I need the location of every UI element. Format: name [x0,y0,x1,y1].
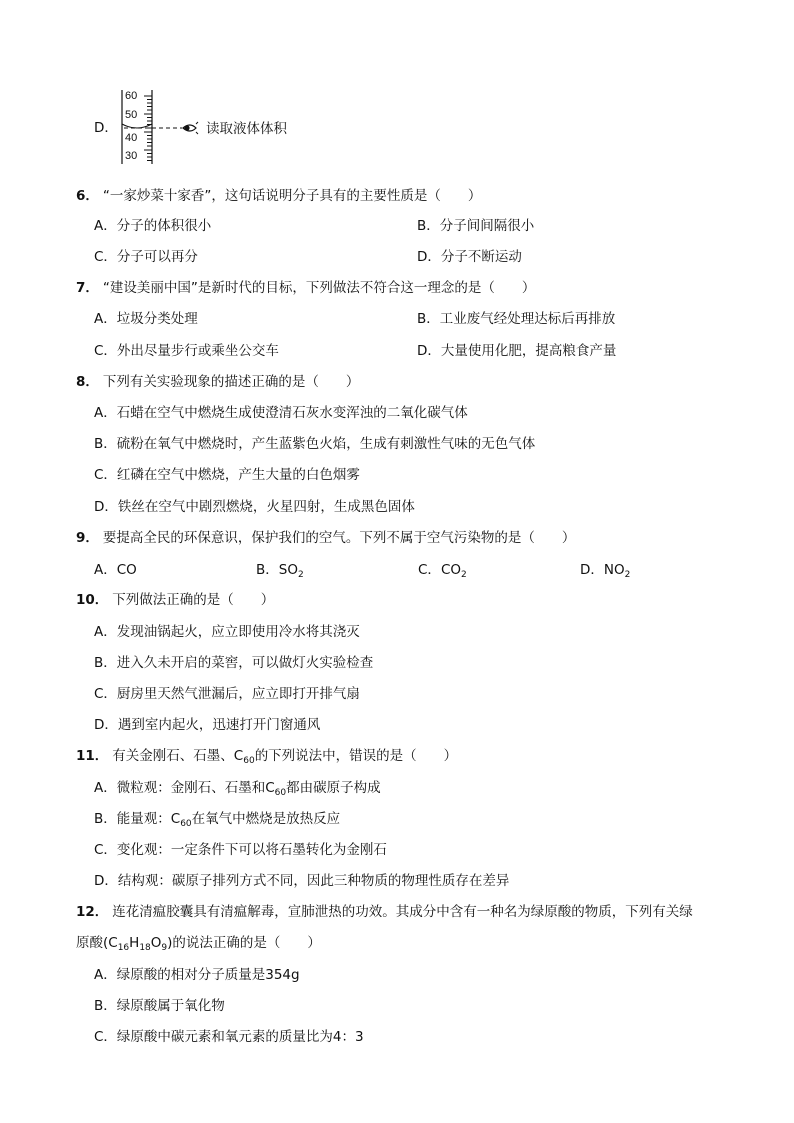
graduated-cylinder-diagram [94,88,334,168]
tick-label: 30 [125,150,138,162]
question-number: 6． [76,188,99,204]
diagram-caption: 读取液体体积 [206,121,287,137]
option-label: D． [94,120,118,136]
option-d: D．遇到室内起火，迅速打开门窗通风 [94,717,321,733]
question-text: “建设美丽中国”是新时代的目标，下列做法不符合这一理念的是（ ） [102,280,536,296]
option-c: C．分子可以再分 [94,249,198,265]
question-number: 7． [76,280,99,296]
question-10-stem [76,590,274,610]
option-b: B．分子间间隔很小 [417,218,535,234]
question-number: 12． [76,904,109,920]
question-12-stem-line2: 原酸$(C_{16}H_{18}O_9)$的说法正确的是（ ） [76,935,321,953]
question-7-stem [76,278,535,298]
question-text: 连花清瘟胶囊具有清瘟解毒，宣肺泄热的功效。其成分中含有一种名为绿原酸的物质，下列有关绿 [112,904,693,920]
option-d: D．铁丝在空气中剧烈燃烧，火星四射，生成黑色固体 [94,499,415,515]
option-b: B．硫粉在氧气中燃烧时，产生蓝紫色火焰，生成有刺激性气味的无色气体 [94,436,536,452]
option-c: C．红磷在空气中燃烧，产生大量的白色烟雾 [94,467,360,483]
question-9-stem [76,528,575,548]
option-a: A．垃圾分类处理 [94,311,198,327]
option-d: D．结构观：碳原子排列方式不同，因此三种物质的物理性质存在差异 [94,873,510,889]
question-6-stem [76,186,481,206]
question-number: 8． [76,374,99,390]
option-a: A．CO [94,562,137,578]
tick-label: 60 [125,90,138,102]
tick-label: 40 [125,132,138,144]
question-number: 9． [76,530,99,546]
question-text: 下列做法正确的是（ ） [112,592,275,608]
option-b: B．绿原酸属于氧化物 [94,998,225,1014]
option-c: C．变化观：一定条件下可以将石墨转化为金刚石 [94,842,387,858]
option-d: D．分子不断运动 [417,249,522,265]
option-c: C．厨房里天然气泄漏后，应立即打开排气扇 [94,686,360,702]
question-12-stem [76,902,693,922]
eye-icon [183,122,198,134]
option-b: B．工业废气经处理达标后再排放 [417,311,616,327]
option-a: A．石蜡在空气中燃烧生成使澄清石灰水变浑浊的二氧化碳气体 [94,405,468,421]
option-b: B．能量观：$C_{60}$在氧气中燃烧是放热反应 [94,811,341,829]
option-a: A．微粒观：金刚石、石墨和$C_{60}$都由碳原子构成 [94,780,381,798]
option-c: C．$CO_2$ [418,562,467,580]
question-text: 下列有关实验现象的描述正确的是（ ） [102,374,360,390]
question-8-stem [76,372,359,392]
option-a: A．发现油锅起火，应立即使用冷水将其浇灭 [94,624,360,640]
option-c: C．绿原酸中碳元素和氧元素的质量比为4：3 [94,1029,364,1045]
q5-option-d [94,88,334,168]
tick-label: 50 [125,109,138,121]
option-c: C．外出尽量步行或乘坐公交车 [94,343,279,359]
question-text: 要提高全民的环保意识，保护我们的空气。下列不属于空气污染物的是（ ） [102,530,576,546]
question-number: 10． [76,592,109,608]
option-a: A．绿原酸的相对分子质量是354g [94,967,300,983]
question-text: “一家炒菜十家香”，这句话说明分子具有的主要性质是（ ） [102,188,482,204]
option-b: B．进入久未开启的菜窖，可以做灯火实验检查 [94,655,374,671]
question-number: 11． [76,748,109,764]
question-11-stem: 11． 有关金刚石、石墨、$C_{60}$的下列说法中，错误的是（ ） [76,748,458,766]
option-d: D．$NO_2$ [580,562,631,580]
option-d: D．大量使用化肥，提高粮食产量 [417,343,617,359]
option-a: A．分子的体积很小 [94,218,212,234]
option-b: B．$SO_2$ [256,562,304,580]
